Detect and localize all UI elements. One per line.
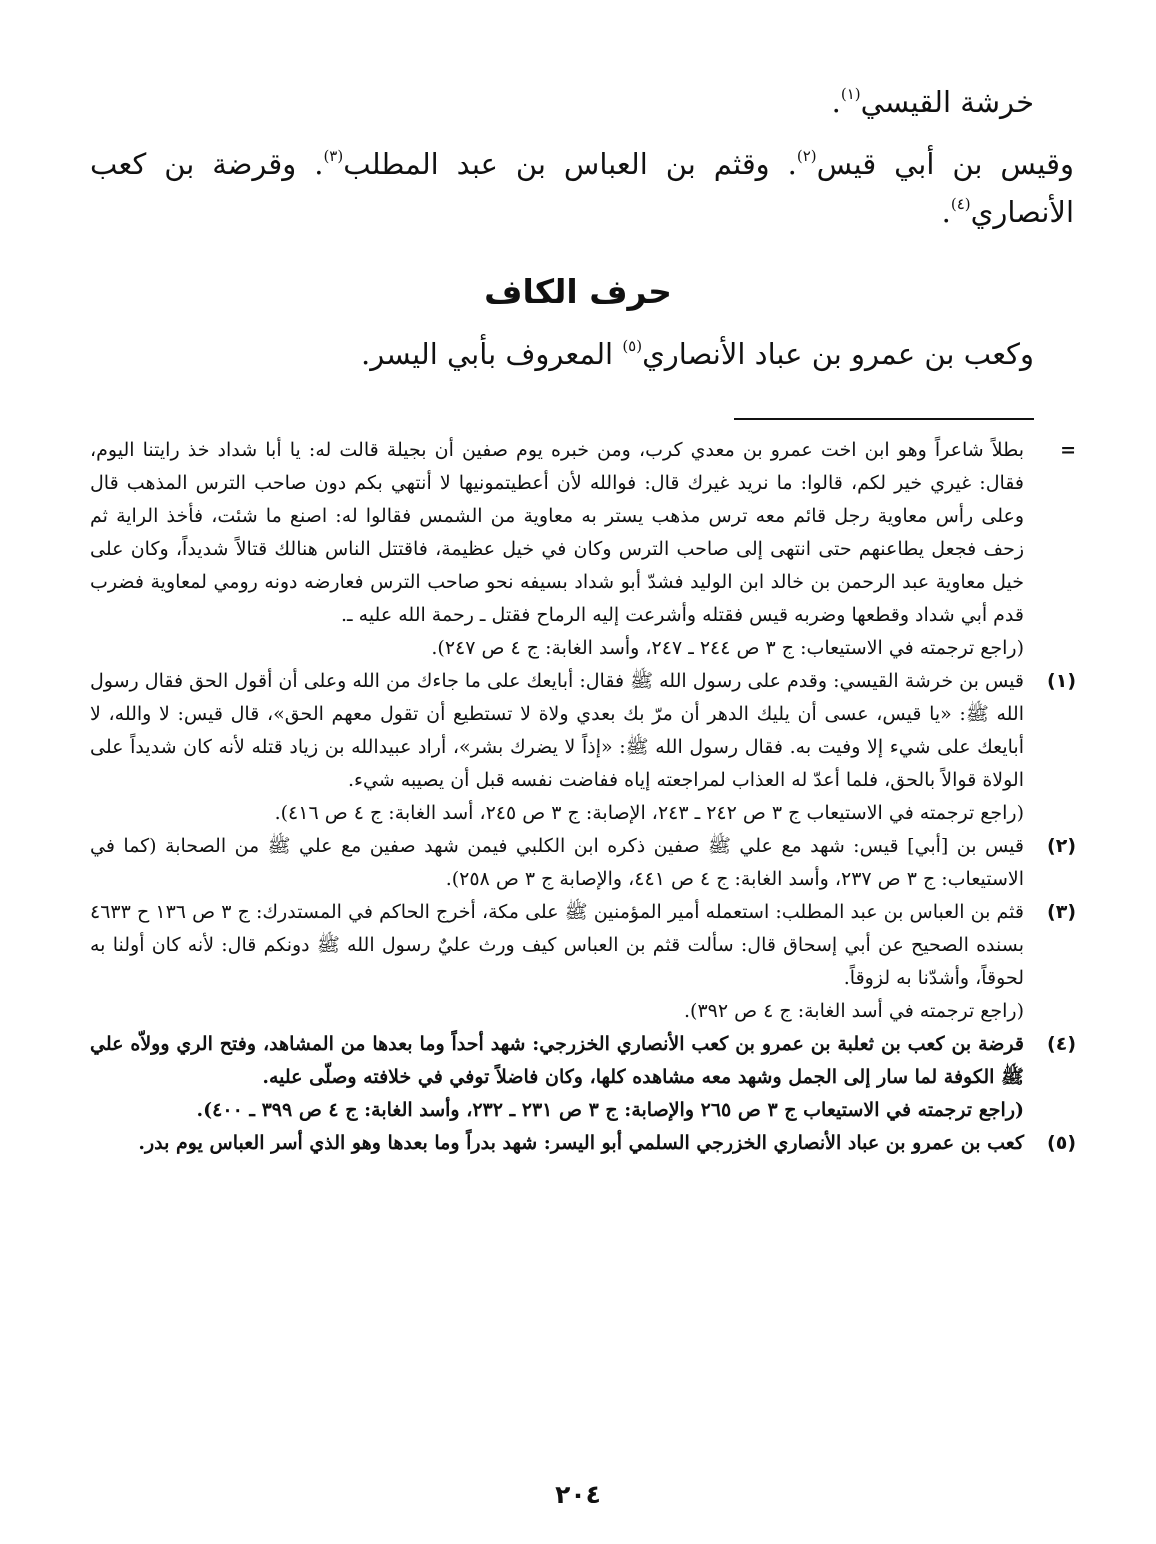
footnote-marker: = (1060, 439, 1076, 461)
footnote-text: قيس بن [أبي] قيس: شهد مع علي ﷺ صفين ذكره ابن الكلبي فيمن شهد صفين مع علي ﷺ من الصحابة (كما في الاستيعاب: ج ٣ ص ٢٣٧، وأسد الغابة: ج ٤ ص ٤٤١، والإصابة ج ٣ ص ٢٥٨). (90, 835, 1024, 890)
footnote-4 (90, 1028, 1076, 1127)
footnote-reference: (راجع ترجمته في الاستيعاب: ج ٣ ص ٢٤٤ ـ ٢٤٧، وأسد الغابة: ج ٤ ص ٢٤٧). (431, 637, 1024, 659)
footnote-ref-1[interactable]: (١) (840, 85, 861, 104)
footnote-ref-4[interactable]: (٤) (950, 195, 971, 214)
footnote-ref-5[interactable]: (٥) (622, 337, 643, 356)
footnote-text: قرضة بن كعب بن ثعلبة بن عمرو بن كعب الأنصاري الخزرجي: شهد أحداً وما بعدها من المشاهد، وفتح الري وولاّه علي ﷺ الكوفة لما سار إلى الجمل وشهد معه مشاهده كلها، وكان فاضلاً توفي في خلافته وصلّى عليه. (90, 1033, 1024, 1088)
footnote-3 (90, 896, 1076, 1028)
footnote-divider (734, 418, 1034, 420)
footnote-2 (90, 830, 1076, 896)
footnote-reference: (راجع ترجمته في الاستيعاب ج ٣ ص ٢٤٢ ـ ٢٤٣، الإصابة: ج ٣ ص ٢٤٥، أسد الغابة: ج ٤ ص ٤١٦). (274, 802, 1024, 824)
footnote-marker: (٢) (1047, 835, 1076, 857)
footnote-text: بطلاً شاعراً وهو ابن اخت عمرو بن معدي كرب، ومن خبره يوم صفين أن بجيلة قالت له: يا أبا شداد خذ رايتنا اليوم، فقال: غيري خير لكم، قالوا: ما نريد غيرك قال: فوالله لأن أعطيتمونيها لا أنتهي بكم دون صاحب الترس المذهب قال وعلى رأس معاوية رجل قائم معه ترس مذهب يستر به معاوية من الشمس فقالوا له: اصنع ما شئت، فأخذ الراية ثم زحف فجعل يطاعنهم حتى انتهى إلى صاحب الترس وكان في خيل عظيمة، فاقتتل الناس هنالك قتالاً شديداً، وكان على خيل معاوية عبد الرحمن بن خالد ابن الوليد فشدّ أبو شداد بسيفه نحو صاحب الترس فعارضه دونه رومي لمعاوية فضرب قدم أبي شداد وقطعها وضربه قيس فقتله وأشرعت إليه الرماح فقتل ـ رحمة الله عليه ـ. (90, 439, 1025, 626)
footnote-marker: (٤) (1047, 1033, 1076, 1055)
footnote-text: قثم بن العباس بن عبد المطلب: استعمله أمير المؤمنين ﷺ على مكة، أخرج الحاكم في المستدرك: ج ٣ ص ١٣٦ ح ٤٦٣٣ بسنده الصحيح عن أبي إسحاق قال: سألت قثم بن العباس كيف ورث عليٌ رسول الله ﷺ دونكم قال: لأنه كان أولنا به لحوقاً، وأشدّنا به لزوقاً. (90, 901, 1024, 989)
page-number: ٢٠٤ (555, 1480, 601, 1509)
main-text-paragraph-2: وقيس بن أبي قيس$^{(٢)}$. وقثم بن العباس بن عبد المطلب$^{(٣)}$. وقرضة بن كعب الأنصاري$^{(٤)}$. (90, 147, 1074, 229)
footnote-marker: (٥) (1047, 1132, 1076, 1154)
footnote-ref-2[interactable]: (٢) (796, 147, 817, 166)
section-heading: حرف الكاف (484, 272, 672, 311)
footnote-5 (90, 1127, 1076, 1160)
footnote-1 (90, 665, 1076, 830)
main-text-line-1: خرشة القيسي$^{(١)}$. (831, 85, 1034, 119)
main-text-line-3: وكعب بن عمرو بن عباد الأنصاري$^{(٥)}$ المعروف بأبي اليسر. (361, 337, 1034, 371)
footnote-marker: (٣) (1047, 901, 1076, 923)
footnote-reference: (راجع ترجمته في الاستيعاب ج ٣ ص ٢٦٥ والإصابة: ج ٣ ص ٢٣١ ـ ٢٣٢، وأسد الغابة: ج ٤ ص ٣٩٩ ـ ٤٠٠). (196, 1099, 1024, 1121)
footnote-marker: (١) (1047, 670, 1076, 692)
footnote-ref-3[interactable]: (٣) (323, 147, 344, 166)
footnote-text: كعب بن عمرو بن عباد الأنصاري الخزرجي السلمي أبو اليسر: شهد بدراً وما بعدها وهو الذي أسر العباس يوم بدر. (138, 1132, 1024, 1154)
footnote-text: قيس بن خرشة القيسي: وقدم على رسول الله ﷺ فقال: أبايعك على ما جاءك من الله وعلى أن أقول الحق فقال رسول الله ﷺ: «يا قيس، عسى أن يليك الدهر أن مرّ بك بعدي ولاة لا تستطيع أن تقول معهم الحق»، قال قيس: لا والله، لا أبايعك على شيء إلا وفيت به. فقال رسول الله ﷺ: «إذاً لا يضرك بشر»، أراد عبيدالله بن زياد قتله لأنه كان شديداً على الولاة قوالاً بالحق، فلما أعدّ له العذاب لمراجعته إياه ففاضت نفسه قبل أن يصيبه شيء. (90, 670, 1024, 791)
footnotes (90, 434, 1076, 1160)
footnote-continuation (90, 434, 1076, 665)
footnote-reference: (راجع ترجمته في أسد الغابة: ج ٤ ص ٣٩٢). (684, 1000, 1024, 1022)
